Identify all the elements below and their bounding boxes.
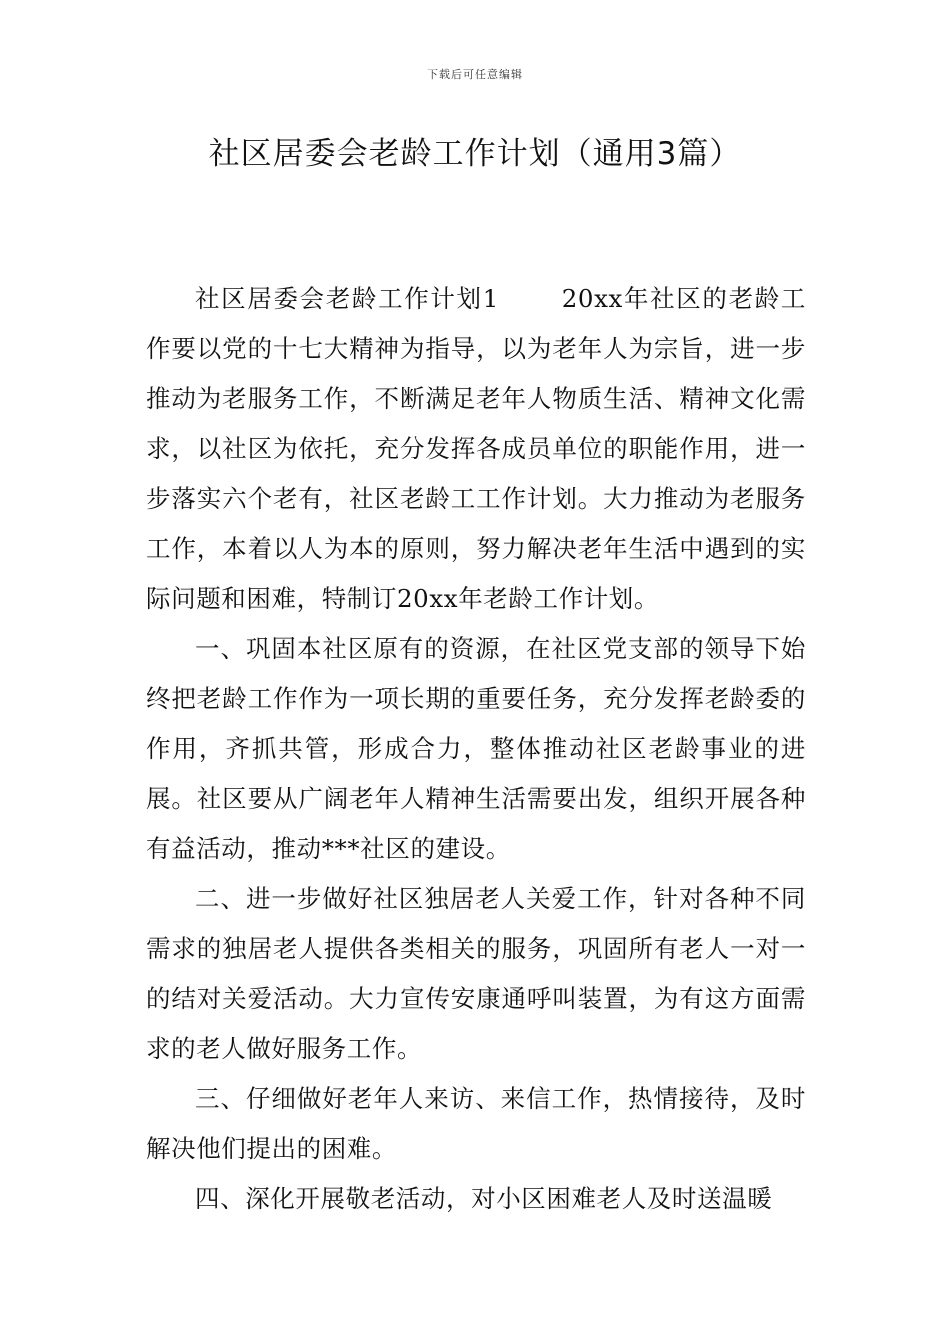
- paragraph-item-3: 三、仔细做好老年人来访、来信工作，热情接待，及时解决他们提出的困难。: [146, 1084, 806, 1163]
- header-note: 下载后可任意编辑: [427, 68, 523, 81]
- document-body: [146, 274, 806, 1224]
- paragraph-item-2: 二、进一步做好社区独居老人关爱工作，针对各种不同需求的独居老人提供各类相关的服务，巩固所有老人一对一的结对关爱活动。大力宣传安康通呼叫装置，为有这方面需求的老人做好服务工作。: [146, 884, 806, 1063]
- paragraph-item-1: 一、巩固本社区原有的资源，在社区党支部的领导下始终把老龄工作作为一项长期的重要任务，充分发挥老龄委的作用，齐抓共管，形成合力，整体推动社区老龄事业的进展。社区要从广阔老年人精神生活需要出发，组织开展各种有益活动，推动***社区的建设。: [146, 634, 806, 863]
- document-title: 社区居委会老龄工作计划（通用3篇）: [208, 136, 742, 172]
- paragraph-item-4: 四、深化开展敬老活动，对小区困难老人及时送温暖: [195, 1184, 773, 1213]
- paragraph-intro: 社区居委会老龄工作计划1 20xx年社区的老龄工作要以党的十七大精神为指导，以为老年人为宗旨，进一步推动为老服务工作，不断满足老年人物质生活、精神文化需求，以社区为依托，充分发挥各成员单位的职能作用，进一步落实六个老有，社区老龄工工作计划。大力推动为老服务工作，本着以人为本的原则，努力解决老年生活中遇到的实际问题和困难，特制订20xx年老龄工作计划。: [146, 284, 806, 613]
